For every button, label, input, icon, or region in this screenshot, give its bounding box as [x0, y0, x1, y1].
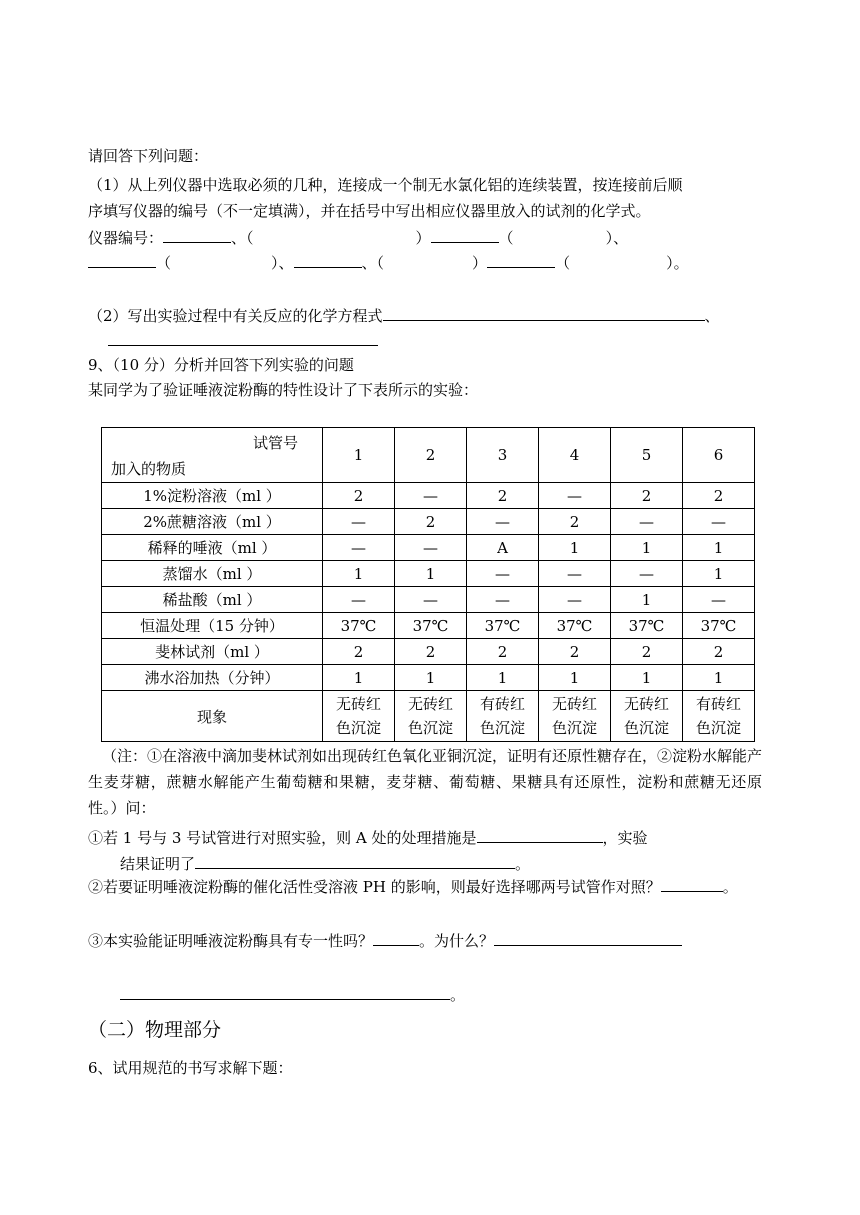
answer-blank[interactable] — [88, 252, 156, 268]
tube-number: 1 — [323, 428, 395, 483]
table-cell: 1 — [395, 665, 467, 691]
tube-number: 4 — [539, 428, 611, 483]
separator: ）、 — [271, 254, 294, 272]
table-cell: 1 — [323, 561, 395, 587]
row-label: 2%蔗糖溶液（ml ） — [102, 509, 323, 535]
table-row — [102, 509, 755, 535]
sub-question-1-cont — [120, 853, 530, 874]
row-label: 蒸馏水（ml ） — [102, 561, 323, 587]
sub-question-3 — [88, 930, 682, 951]
result-cell — [395, 691, 467, 742]
answer-blank[interactable] — [487, 252, 555, 268]
result-text: 色沉淀 — [695, 719, 741, 737]
answer-blank[interactable] — [477, 827, 603, 843]
q2-row — [88, 305, 720, 326]
period: 。 — [450, 986, 466, 1004]
tube-number: 3 — [467, 428, 539, 483]
table-cell: — — [539, 561, 611, 587]
table-cell: — — [395, 483, 467, 509]
row-label: 沸水浴加热（分钟） — [102, 665, 323, 691]
answer-blank[interactable] — [431, 227, 499, 243]
separator: 、（ — [361, 254, 385, 272]
sub3-text: ③本实验能证明唾液淀粉酶具有专一性吗？ — [88, 932, 374, 950]
table-cell: 1 — [323, 665, 395, 691]
row-label: 稀盐酸（ml ） — [102, 587, 323, 613]
result-text: 无砖红 — [407, 695, 453, 713]
result-text: 色沉淀 — [479, 719, 525, 737]
q9-title: 9、（10 分）分析并回答下列实验的问题 — [88, 356, 354, 374]
result-cell — [683, 691, 755, 742]
table-cell: 1 — [539, 535, 611, 561]
result-text: 无砖红 — [335, 695, 381, 713]
result-text: 有砖红 — [695, 695, 741, 713]
answer-blank[interactable] — [661, 876, 723, 892]
header-substance-label: 加入的物质 — [111, 460, 187, 478]
table-cell: 1 — [611, 535, 683, 561]
sub-question-3-cont — [120, 984, 465, 1005]
table-cell: — — [467, 509, 539, 535]
q1-label: 仪器编号： — [88, 229, 164, 247]
sub3-text-b: 。为什么？ — [419, 932, 495, 950]
table-row — [102, 587, 755, 613]
table-cell: 2 — [683, 483, 755, 509]
table-cell: 37℃ — [395, 613, 467, 639]
answer-blank[interactable] — [294, 252, 362, 268]
table-row — [102, 613, 755, 639]
table-cell: 1 — [611, 665, 683, 691]
paren: ） — [415, 229, 431, 247]
table-row — [102, 665, 755, 691]
row-label: 稀释的唾液（ml ） — [102, 535, 323, 561]
tube-number: 2 — [395, 428, 467, 483]
paren: （ — [156, 254, 172, 272]
table-cell: — — [323, 535, 395, 561]
sub-question-2 — [88, 874, 762, 900]
separator: ）。 — [666, 254, 689, 272]
table-cell: 2 — [467, 639, 539, 665]
result-cell — [611, 691, 683, 742]
tube-number: 5 — [611, 428, 683, 483]
result-text: 色沉淀 — [623, 719, 669, 737]
table-cell: 1 — [683, 535, 755, 561]
header-corner-cell — [102, 428, 323, 483]
table-cell: 1 — [539, 665, 611, 691]
paren: （ — [555, 254, 571, 272]
table-cell: — — [683, 509, 755, 535]
period: 。 — [722, 878, 738, 896]
result-text: 色沉淀 — [407, 719, 453, 737]
table-cell: — — [539, 483, 611, 509]
table-cell: 37℃ — [683, 613, 755, 639]
q1-text-line2: 序填写仪器的编号（不一定填满），并在括号中写出相应仪器里放入的试剂的化学式。 — [88, 202, 651, 220]
paren: ） — [472, 254, 488, 272]
table-cell: 37℃ — [467, 613, 539, 639]
table-cell: 1 — [683, 561, 755, 587]
table-cell: 2 — [611, 483, 683, 509]
separator: 、 — [704, 307, 720, 325]
result-cell — [539, 691, 611, 742]
table-row — [102, 535, 755, 561]
result-text: 无砖红 — [623, 695, 669, 713]
answer-blank[interactable] — [494, 930, 682, 946]
table-cell: 2 — [683, 639, 755, 665]
table-cell: A — [467, 535, 539, 561]
sub2-text: ②若要证明唾液淀粉酶的催化活性受溶液 PH 的影响，则最好选择哪两号试管作对照？ — [88, 878, 661, 896]
table-cell: 2 — [611, 639, 683, 665]
sub1-text-b: ，实验 — [602, 829, 648, 847]
table-cell: — — [683, 587, 755, 613]
table-cell: — — [467, 561, 539, 587]
row-label: 1%淀粉溶液（ml ） — [102, 483, 323, 509]
result-text: 有砖红 — [479, 695, 525, 713]
table-cell: — — [611, 561, 683, 587]
separator: ）、 — [605, 229, 629, 247]
q6-text: 6、试用规范的书写求解下题： — [88, 1059, 293, 1077]
result-cell — [323, 691, 395, 742]
table-cell: 2 — [467, 483, 539, 509]
table-cell: — — [323, 509, 395, 535]
table-cell: — — [323, 587, 395, 613]
table-cell: — — [395, 587, 467, 613]
intro-text: 请回答下列问题： — [88, 147, 209, 165]
table-cell: 37℃ — [539, 613, 611, 639]
result-text: 无砖红 — [551, 695, 597, 713]
table-cell: 1 — [395, 561, 467, 587]
table-cell: 2 — [539, 639, 611, 665]
table-cell: 37℃ — [323, 613, 395, 639]
row-label: 恒温处理（15 分钟） — [102, 613, 323, 639]
table-row — [102, 483, 755, 509]
equation-blank-2[interactable] — [108, 345, 378, 346]
sub1-text: ①若 1 号与 3 号试管进行对照实验，则 A 处的处理措施是 — [88, 829, 477, 847]
table-cell: — — [467, 587, 539, 613]
result-cell — [467, 691, 539, 742]
q9-intro: 某同学为了验证唾液淀粉酶的特性设计了下表所示的实验： — [88, 381, 479, 399]
table-cell: 2 — [395, 509, 467, 535]
table-cell: — — [395, 535, 467, 561]
table-cell: 2 — [323, 483, 395, 509]
experiment-table — [101, 427, 755, 742]
table-cell: — — [539, 587, 611, 613]
period: 。 — [515, 855, 531, 873]
separator: 、（ — [231, 229, 254, 247]
paren: （ — [498, 229, 514, 247]
row-label: 斐林试剂（ml ） — [102, 639, 323, 665]
q2-text: （2）写出实验过程中有关反应的化学方程式 — [88, 307, 383, 325]
table-cell: 1 — [611, 587, 683, 613]
header-tube-label: 试管号 — [252, 434, 298, 452]
table-cell: 2 — [539, 509, 611, 535]
result-text: 色沉淀 — [335, 719, 381, 737]
sub1-text-c: 结果证明了 — [120, 855, 196, 873]
answer-blank[interactable] — [163, 227, 231, 243]
table-row — [102, 561, 755, 587]
result-row — [102, 691, 755, 742]
answer-blank[interactable] — [373, 930, 419, 946]
table-cell: 1 — [467, 665, 539, 691]
table-header-row — [102, 428, 755, 483]
q1-answer-row1 — [88, 227, 628, 248]
table-row — [102, 639, 755, 665]
section-heading: （二）物理部分 — [88, 1019, 222, 1041]
note-paragraph: （注：①在溶液中滴加斐林试剂如出现砖红色氧化亚铜沉淀，证明有还原性糖存在，②淀粉水解能产生麦芽糖，蔗糖水解能产生葡萄糖和果糖，麦芽糖、葡萄糖、果糖具有还原性，淀粉和蔗糖无还原性。）问： — [88, 747, 763, 817]
q1-text-line1: （1）从上列仪器中选取必须的几种，连接成一个制无水氯化铝的连续装置，按连接前后顺 — [88, 176, 683, 194]
table-cell: 2 — [323, 639, 395, 665]
result-label: 现象 — [102, 691, 323, 742]
table-cell: 37℃ — [611, 613, 683, 639]
answer-blank[interactable] — [120, 984, 450, 1000]
result-text: 色沉淀 — [551, 719, 597, 737]
q1-answer-row2 — [88, 252, 689, 273]
table-cell: 1 — [683, 665, 755, 691]
table-cell: — — [611, 509, 683, 535]
tube-number: 6 — [683, 428, 755, 483]
equation-blank[interactable] — [383, 305, 705, 321]
sub-question-1 — [88, 827, 648, 848]
table-cell: 2 — [395, 639, 467, 665]
answer-blank[interactable] — [195, 853, 515, 869]
